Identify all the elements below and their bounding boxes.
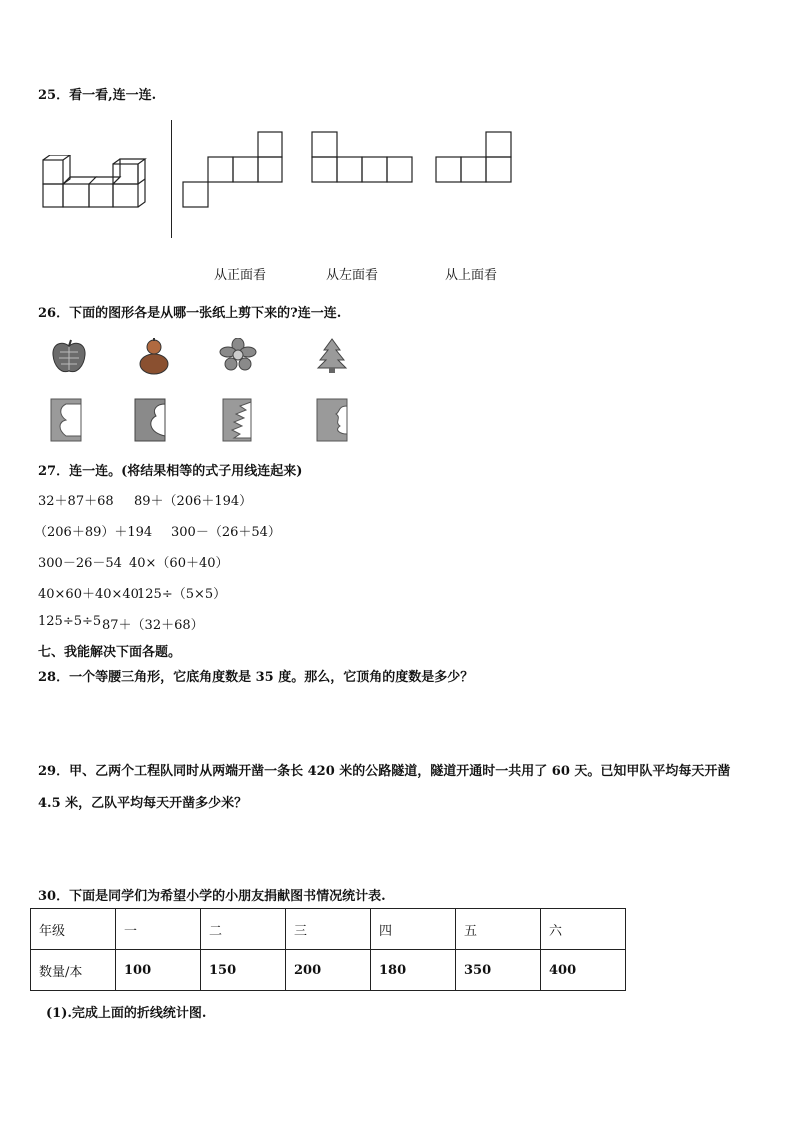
q27-right-expr-1: 89＋（206＋194） bbox=[134, 494, 253, 509]
table-cell: 六 bbox=[541, 909, 626, 950]
table-cell: 四 bbox=[371, 909, 456, 950]
table-cell: 年级 bbox=[31, 909, 116, 950]
q27-left-expr-1: 32＋87＋68 bbox=[38, 494, 114, 509]
table-cell: 三 bbox=[286, 909, 371, 950]
table-cell: 数量/本 bbox=[31, 950, 116, 991]
table-cell: 100 bbox=[116, 950, 201, 991]
top-view-figure bbox=[435, 130, 515, 186]
cube-solid-figure bbox=[40, 155, 155, 211]
q30-sub1: (1).完成上面的折线统计图. bbox=[46, 1006, 207, 1021]
book-donation-table bbox=[30, 908, 626, 991]
q27-left-expr-4: 40×60＋40×40 bbox=[38, 587, 139, 602]
q27-left-expr-2: （206＋89）＋194 bbox=[34, 525, 153, 540]
q25-title: 25．看一看,连一连. bbox=[38, 88, 157, 103]
table-cell: 200 bbox=[286, 950, 371, 991]
flower-shape-icon bbox=[219, 338, 257, 372]
table-cell: 150 bbox=[201, 950, 286, 991]
paper-c-icon bbox=[222, 398, 252, 442]
left-view-figure bbox=[311, 130, 415, 186]
table-header-row bbox=[31, 909, 626, 950]
table-cell: 400 bbox=[541, 950, 626, 991]
view-label-left: 从左面看 bbox=[326, 268, 379, 283]
q27-right-expr-4: 125÷（5×5） bbox=[137, 587, 227, 602]
q26-title: 26．下面的图形各是从哪一张纸上剪下来的?连一连. bbox=[38, 306, 342, 321]
front-view-figure bbox=[182, 130, 284, 210]
q27-right-expr-2: 300－（26＋54） bbox=[171, 525, 281, 540]
view-label-front: 从正面看 bbox=[214, 268, 267, 283]
table-cell: 五 bbox=[456, 909, 541, 950]
q27-right-expr-5: 87＋（32＋68） bbox=[102, 618, 204, 633]
q27-title: 27．连一连。(将结果相等的式子用线连起来) bbox=[38, 464, 303, 479]
q28-text: 28．一个等腰三角形，它底角度数是 35 度。那么，它顶角的度数是多少？ bbox=[38, 670, 474, 685]
view-label-top: 从上面看 bbox=[445, 268, 498, 283]
table-cell: 一 bbox=[116, 909, 201, 950]
divider-line bbox=[171, 120, 172, 238]
table-cell: 350 bbox=[456, 950, 541, 991]
table-cell: 二 bbox=[201, 909, 286, 950]
apple-shape-icon bbox=[50, 338, 88, 376]
q27-right-expr-3: 40×（60＋40） bbox=[129, 556, 229, 571]
q27-left-expr-3: 300－26－54 bbox=[38, 556, 122, 571]
q27-left-expr-5: 125÷5÷5 bbox=[38, 614, 102, 629]
table-row bbox=[31, 950, 626, 991]
gourd-shape-icon bbox=[136, 336, 172, 376]
table-cell: 180 bbox=[371, 950, 456, 991]
tree-shape-icon bbox=[315, 338, 349, 374]
q29-text-line2: 4.5 米，乙队平均每天开凿多少米？ bbox=[38, 796, 248, 811]
paper-d-icon bbox=[316, 398, 348, 442]
paper-a-icon bbox=[50, 398, 82, 442]
section-heading: 七、我能解决下面各题。 bbox=[38, 645, 182, 660]
q29-text-line1: 29．甲、乙两个工程队同时从两端开凿一条长 420 米的公路隧道，隧道开通时一共用了 60 天。已知甲队平均每天开凿 bbox=[38, 764, 731, 779]
q30-title: 30．下面是同学们为希望小学的小朋友捐献图书情况统计表. bbox=[38, 889, 386, 904]
paper-b-icon bbox=[134, 398, 166, 442]
